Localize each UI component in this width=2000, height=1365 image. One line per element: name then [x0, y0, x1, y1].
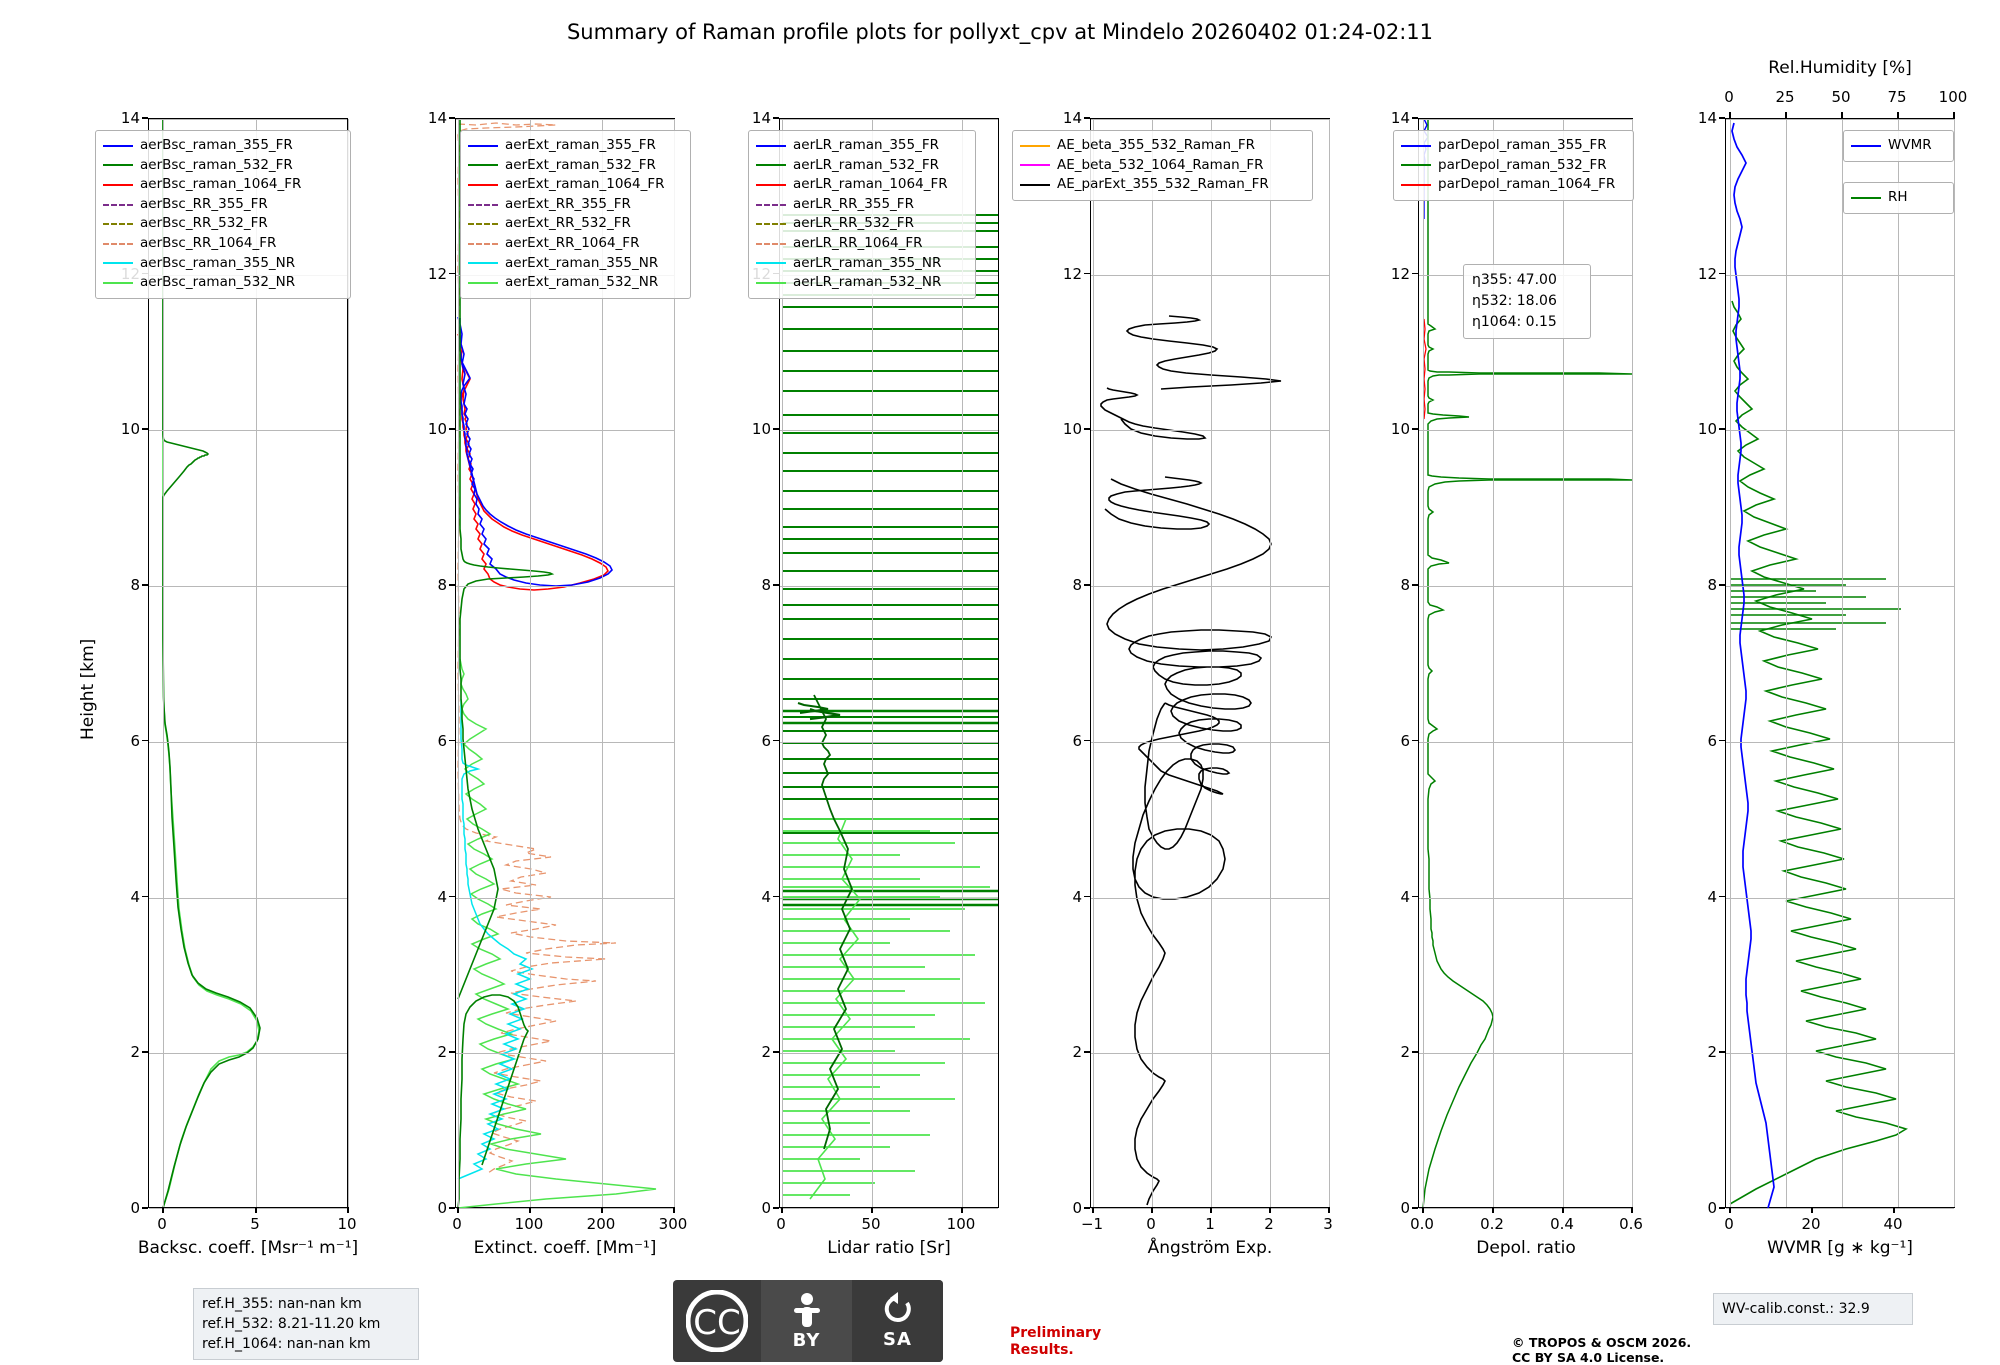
legend-label: aerBsc_raman_1064_FR — [140, 176, 302, 193]
ref-h-355: ref.H_355: nan-nan km — [202, 1296, 362, 1312]
legend-item — [756, 195, 968, 215]
legend-label: aerExt_raman_532_FR — [505, 156, 656, 173]
xtick-label: 40 — [1883, 1215, 1903, 1233]
ref-h-532: ref.H_532: 8.21-11.20 km — [202, 1316, 381, 1332]
tropos-copyright — [1512, 1335, 1732, 1365]
legend-swatch — [468, 223, 498, 225]
legend-swatch — [1401, 145, 1431, 147]
eta-label: η1064: — [1472, 314, 1522, 330]
legend-label: aerBsc_RR_532_FR — [140, 215, 268, 232]
legend-angstrom[interactable] — [1012, 130, 1313, 201]
ytick-label: 8 — [761, 576, 771, 595]
xtick-label: 300 — [658, 1215, 688, 1233]
ytick-label: 6 — [1072, 731, 1082, 750]
xtick-label: 0 — [452, 1215, 462, 1233]
legend-swatch — [756, 282, 786, 284]
ytick-label: 2 — [130, 1043, 140, 1062]
legend-item — [103, 195, 343, 215]
eta-label: η532: — [1472, 293, 1513, 309]
legend-label: aerBsc_RR_355_FR — [140, 195, 268, 212]
xtick-label: 3 — [1323, 1215, 1333, 1233]
ytick-label: 12 — [1390, 264, 1410, 283]
legend-item — [103, 175, 343, 195]
legend-item — [1851, 136, 1946, 156]
legend-item — [1851, 188, 1946, 208]
ytick-label: 14 — [1697, 109, 1717, 127]
ytick-label: 12 — [1697, 264, 1717, 283]
ytick-label: 8 — [130, 576, 140, 595]
xtick-label: 0.6 — [1619, 1215, 1643, 1233]
ytick-label: 0 — [761, 1199, 771, 1217]
legend-label: aerBsc_RR_1064_FR — [140, 234, 277, 251]
top-xtick-label: 0 — [1724, 88, 1734, 106]
legend-item — [756, 273, 968, 293]
legend-swatch — [1401, 184, 1431, 186]
legend-swatch — [1401, 164, 1431, 166]
xaxis-title-depol-ratio: Depol. ratio — [1476, 1238, 1576, 1258]
legend-label: aerExt_RR_355_FR — [505, 195, 631, 212]
legend-label: aerExt_raman_532_NR — [505, 274, 659, 291]
legend-label: aerExt_raman_355_NR — [505, 254, 659, 271]
ytick-label: 10 — [751, 420, 771, 439]
legend-item — [1020, 175, 1305, 195]
ytick-label: 14 — [120, 109, 140, 127]
ref-height-box — [193, 1288, 419, 1360]
legend-label: aerLR_RR_1064_FR — [793, 234, 923, 251]
wv-calib-box — [1713, 1293, 1913, 1325]
legend-item — [756, 254, 968, 274]
plot-area-wvmr-rh[interactable] — [1725, 118, 1955, 1208]
legend-swatch — [103, 204, 133, 206]
ytick-label: 4 — [130, 887, 140, 906]
ytick-label: 12 — [1062, 264, 1082, 283]
legend-lidar-ratio[interactable] — [748, 130, 976, 299]
ytick-label: 14 — [1390, 109, 1410, 127]
legend-swatch — [1020, 164, 1050, 166]
top-axis-title-rh: Rel.Humidity [%] — [1768, 58, 1912, 78]
person-icon — [790, 1291, 824, 1329]
xtick-label: 0 — [776, 1215, 786, 1233]
tropos-line-1: © TROPOS & OSCM 2026. — [1512, 1335, 1692, 1350]
xaxis-title-angstrom: Ångström Exp. — [1147, 1238, 1273, 1258]
legend-label: RH — [1888, 189, 1908, 205]
ytick-label: 0 — [1400, 1199, 1410, 1217]
legend-item — [1020, 136, 1305, 156]
eta-annotation-box — [1463, 264, 1591, 339]
legend-swatch — [103, 145, 133, 147]
xtick-label: 100 — [514, 1215, 544, 1233]
xtick-label: 100 — [946, 1215, 976, 1233]
xaxis-title-lidar-ratio: Lidar ratio [Sr] — [827, 1238, 951, 1258]
legend-swatch — [468, 145, 498, 147]
ytick-label: 6 — [1707, 731, 1717, 750]
xtick-label: −1 — [1080, 1215, 1104, 1233]
legend-item — [468, 136, 683, 156]
legend-label: WVMR — [1888, 137, 1932, 153]
xtick-label: 0.0 — [1410, 1215, 1434, 1233]
eta-label: η355: — [1472, 272, 1513, 288]
legend-depol-ratio[interactable] — [1393, 130, 1634, 201]
legend-label: aerBsc_raman_355_FR — [140, 137, 293, 153]
legend-item — [756, 214, 968, 234]
legend-wvmr[interactable] — [1843, 130, 1954, 162]
legend-label: aerLR_raman_355_FR — [793, 137, 939, 153]
ytick-label: 2 — [1707, 1043, 1717, 1062]
legend-item — [103, 156, 343, 176]
legend-swatch — [468, 184, 498, 186]
legend-item — [103, 273, 343, 293]
ytick-label: 6 — [130, 731, 140, 750]
legend-label: AE_beta_355_532_Raman_FR — [1057, 137, 1255, 153]
svg-text:CC: CC — [693, 1303, 741, 1343]
ytick-label: 2 — [1072, 1043, 1082, 1062]
xaxis-title-extinction: Extinct. coeff. [Mm⁻¹] — [473, 1238, 657, 1258]
share-alike-icon — [881, 1292, 915, 1328]
legend-swatch — [103, 262, 133, 264]
legend-swatch — [1851, 145, 1881, 147]
legend-swatch — [756, 184, 786, 186]
legend-label: parDepol_raman_1064_FR — [1438, 176, 1616, 193]
legend-swatch — [103, 282, 133, 284]
legend-swatch — [756, 243, 786, 245]
xaxis-title-wvmr: WVMR [g ∗ kg⁻¹] — [1767, 1238, 1913, 1258]
preliminary-results-note — [1010, 1325, 1140, 1359]
ytick-label: 10 — [1697, 420, 1717, 439]
legend-swatch — [468, 243, 498, 245]
ytick-label: 0 — [1072, 1199, 1082, 1217]
legend-swatch — [468, 282, 498, 284]
page-title: Summary of Raman profile plots for pollyxt_cpv at Mindelo 20260402 01:24-02:11 — [566, 20, 1434, 44]
legend-label: aerBsc_raman_355_NR — [140, 254, 296, 271]
ytick-label: 6 — [437, 731, 447, 750]
ytick-label: 0 — [1707, 1199, 1717, 1217]
ytick-label: 8 — [437, 576, 447, 595]
eta-row — [1472, 270, 1582, 291]
xtick-label: 200 — [586, 1215, 616, 1233]
legend-swatch — [756, 145, 786, 147]
top-xtick-label: 50 — [1831, 88, 1851, 106]
legend-item — [468, 175, 683, 195]
legend-label: aerBsc_raman_532_NR — [140, 274, 296, 291]
ytick-label: 10 — [1390, 420, 1410, 439]
preliminary-line-2: Results. — [1010, 1342, 1074, 1358]
ytick-label: 12 — [427, 264, 447, 283]
top-xtick-label: 100 — [1938, 88, 1968, 106]
ytick-label: 14 — [1062, 109, 1082, 127]
legend-label: parDepol_raman_532_FR — [1438, 156, 1607, 173]
xtick-label: 0 — [157, 1215, 167, 1233]
legend-rh[interactable] — [1843, 182, 1954, 214]
legend-swatch — [103, 243, 133, 245]
ytick-label: 4 — [1072, 887, 1082, 906]
legend-item — [468, 254, 683, 274]
ref-h-1064: ref.H_1064: nan-nan km — [202, 1336, 371, 1352]
legend-swatch — [468, 204, 498, 206]
xtick-label: 20 — [1801, 1215, 1821, 1233]
legend-item — [103, 214, 343, 234]
xtick-label: 5 — [250, 1215, 260, 1233]
legend-item — [756, 136, 968, 156]
legend-swatch — [103, 184, 133, 186]
legend-swatch — [468, 262, 498, 264]
legend-swatch — [756, 164, 786, 166]
plot-area-angstrom[interactable] — [1090, 118, 1330, 1208]
tropos-line-2: CC BY SA 4.0 License. — [1512, 1350, 1665, 1365]
ytick-label: 2 — [761, 1043, 771, 1062]
legend-item — [468, 214, 683, 234]
ytick-label: 4 — [761, 887, 771, 906]
legend-swatch — [1020, 184, 1050, 186]
xtick-label: 0 — [1146, 1215, 1156, 1233]
legend-swatch — [1020, 145, 1050, 147]
cc-by-segment — [761, 1280, 852, 1362]
legend-item — [468, 234, 683, 254]
ytick-label: 8 — [1400, 576, 1410, 595]
legend-label: aerExt_RR_532_FR — [505, 215, 631, 232]
legend-label: aerLR_raman_532_FR — [793, 156, 939, 173]
legend-label: aerExt_RR_1064_FR — [505, 234, 640, 251]
xtick-label: 10 — [337, 1215, 357, 1233]
legend-label: AE_beta_532_1064_Raman_FR — [1057, 156, 1264, 173]
ytick-label: 8 — [1707, 576, 1717, 595]
legend-item — [103, 136, 343, 156]
xtick-label: 2 — [1264, 1215, 1274, 1233]
legend-swatch — [756, 223, 786, 225]
eta-row — [1472, 312, 1582, 333]
ytick-label: 2 — [1400, 1043, 1410, 1062]
legend-item — [1401, 156, 1626, 176]
ytick-label: 14 — [751, 109, 771, 127]
ytick-label: 10 — [427, 420, 447, 439]
eta-value: 47.00 — [1516, 272, 1557, 288]
legend-item — [103, 234, 343, 254]
legend-label: aerBsc_raman_532_FR — [140, 156, 293, 173]
ytick-label: 8 — [1072, 576, 1082, 595]
ytick-label: 6 — [1400, 731, 1410, 750]
ytick-label: 10 — [1062, 420, 1082, 439]
ytick-label: 0 — [437, 1199, 447, 1217]
legend-swatch — [756, 262, 786, 264]
legend-label: aerLR_raman_532_NR — [793, 274, 942, 291]
legend-swatch — [103, 164, 133, 166]
legend-label: aerLR_raman_355_NR — [793, 254, 942, 271]
legend-label: AE_parExt_355_532_Raman_FR — [1057, 176, 1269, 193]
legend-item — [468, 195, 683, 215]
top-xtick-label: 75 — [1887, 88, 1907, 106]
legend-label: aerExt_raman_355_FR — [505, 137, 656, 153]
legend-item — [756, 156, 968, 176]
xtick-label: 0.2 — [1480, 1215, 1504, 1233]
legend-item — [468, 156, 683, 176]
cc-sa-label: SA — [883, 1329, 912, 1350]
legend-item — [103, 254, 343, 274]
legend-item — [468, 273, 683, 293]
yaxis-title: Height [km] — [78, 638, 98, 740]
legend-label: aerExt_raman_1064_FR — [505, 176, 665, 193]
top-xtick-label: 25 — [1775, 88, 1795, 106]
eta-value: 18.06 — [1516, 293, 1557, 309]
ytick-label: 6 — [761, 731, 771, 750]
legend-item — [1401, 136, 1626, 156]
legend-item — [1020, 156, 1305, 176]
ytick-label: 10 — [120, 420, 140, 439]
legend-swatch — [103, 223, 133, 225]
ytick-label: 4 — [1400, 887, 1410, 906]
legend-swatch — [1851, 197, 1881, 199]
ytick-label: 14 — [427, 109, 447, 127]
legend-label: parDepol_raman_355_FR — [1438, 137, 1607, 153]
xtick-label: 0.4 — [1550, 1215, 1574, 1233]
ytick-label: 4 — [1707, 887, 1717, 906]
cc-sa-segment — [852, 1280, 943, 1362]
ytick-label: 2 — [437, 1043, 447, 1062]
legend-backscatter[interactable] — [95, 130, 351, 299]
legend-label: aerLR_RR_355_FR — [793, 195, 914, 212]
eta-row — [1472, 291, 1582, 312]
legend-label: aerLR_RR_532_FR — [793, 215, 914, 232]
legend-swatch — [756, 204, 786, 206]
legend-item — [756, 175, 968, 195]
legend-item — [1401, 175, 1626, 195]
wv-calib-const: WV-calib.const.: 32.9 — [1722, 1301, 1870, 1317]
xtick-label: 1 — [1205, 1215, 1215, 1233]
xtick-label: 50 — [861, 1215, 881, 1233]
ytick-label: 0 — [130, 1199, 140, 1217]
xaxis-title-backscatter: Backsc. coeff. [Msr⁻¹ m⁻¹] — [137, 1238, 359, 1258]
cc-logo-icon — [673, 1280, 761, 1362]
xtick-label: 0 — [1724, 1215, 1734, 1233]
legend-swatch — [468, 164, 498, 166]
ytick-label: 4 — [437, 887, 447, 906]
legend-extinction[interactable] — [460, 130, 691, 299]
preliminary-line-1: Preliminary — [1010, 1325, 1102, 1341]
cc-license-badge[interactable] — [673, 1280, 943, 1362]
legend-label: aerLR_raman_1064_FR — [793, 176, 948, 193]
legend-item — [756, 234, 968, 254]
eta-value: 0.15 — [1525, 314, 1557, 330]
series-lines-wvmr-rh — [1726, 119, 1956, 1209]
cc-by-label: BY — [792, 1330, 821, 1351]
